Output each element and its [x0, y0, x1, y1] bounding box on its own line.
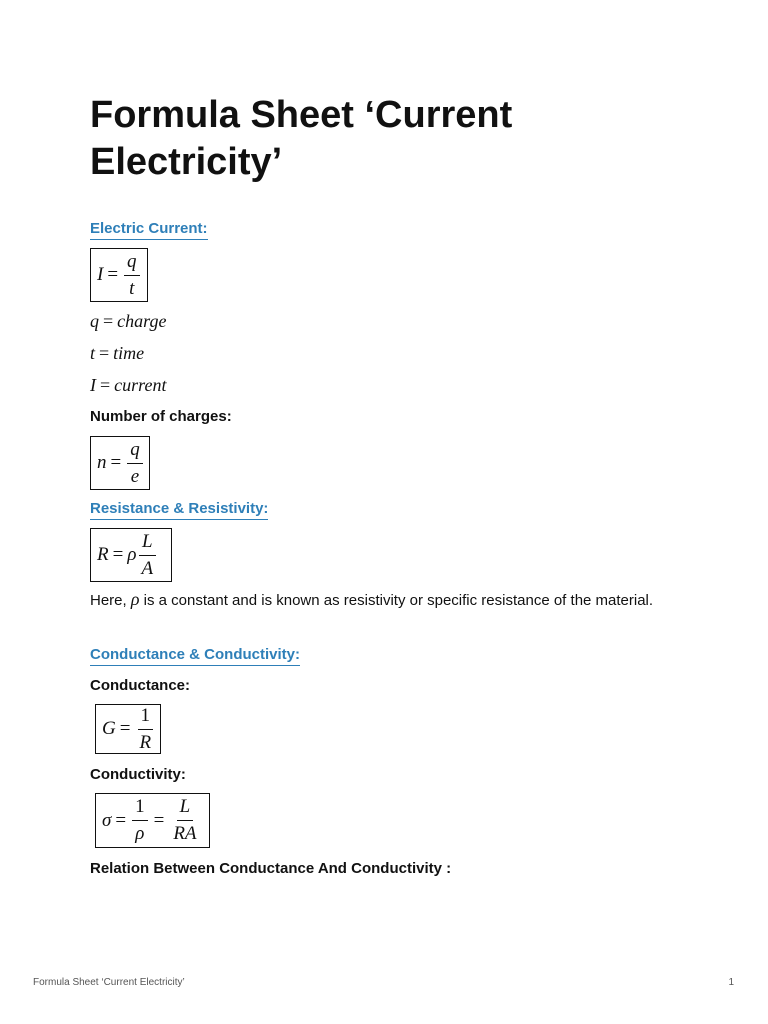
formula-lhs: n [97, 452, 107, 473]
conductivity-subheading: Conductivity: [90, 766, 186, 783]
formula-lhs: R [97, 544, 109, 565]
fraction-numerator: q [124, 251, 140, 276]
definition-symbol: t [90, 343, 96, 363]
fraction [136, 705, 154, 754]
definition-symbol: q [90, 311, 99, 331]
fraction [127, 439, 143, 488]
current-formula-box [90, 248, 148, 302]
fraction-numerator: L [139, 531, 156, 556]
formula-lhs: G [102, 718, 116, 739]
definition-text: current [114, 375, 167, 395]
formula-equals: = [112, 544, 124, 565]
definition-equals: = [103, 311, 114, 331]
fraction-denominator: e [130, 465, 140, 487]
resistance-formula-box [90, 528, 172, 582]
rho-symbol: ρ [130, 589, 140, 609]
fraction-denominator: ρ [135, 823, 145, 844]
fraction [124, 251, 140, 300]
fraction-denominator: R [139, 731, 152, 753]
fraction [170, 796, 199, 845]
definition-current [90, 374, 166, 396]
fraction [138, 531, 156, 580]
formula-equals: = [153, 809, 165, 831]
page-title: Formula Sheet ‘Current Electricity’ [90, 94, 513, 183]
fraction-numerator: L [177, 796, 194, 821]
definition-charge [90, 310, 166, 332]
definition-symbol: I [90, 375, 96, 395]
number-of-charges-heading: Number of charges: [90, 408, 232, 425]
resistivity-note [90, 587, 670, 613]
formula-equals: = [115, 809, 127, 831]
fraction-denominator: RA [173, 823, 197, 844]
formula-equals: = [107, 264, 119, 285]
electric-current-heading-link[interactable]: Electric Current: [90, 220, 208, 240]
conductance-subheading: Conductance: [90, 677, 191, 694]
fraction-denominator: t [129, 277, 135, 299]
rho-symbol: ρ [127, 544, 137, 565]
relation-heading: Relation Between Conductance And Conductivity : [90, 860, 452, 877]
conductance-conductivity-heading-link[interactable]: Conductance & Conductivity: [90, 646, 300, 666]
charges-formula-box [90, 436, 150, 490]
fraction-denominator: A [141, 557, 154, 579]
definition-text: time [113, 343, 145, 363]
formula-lhs: σ [102, 809, 112, 831]
conductance-formula-box [95, 704, 161, 754]
fraction [132, 796, 148, 845]
definition-text: charge [117, 311, 167, 331]
formula-equals: = [110, 452, 122, 473]
definition-time [90, 342, 144, 364]
definition-equals: = [100, 375, 111, 395]
formula-lhs: I [97, 264, 104, 285]
fraction-numerator: 1 [138, 705, 154, 730]
page-number: 1 [728, 977, 734, 988]
footer-title: Formula Sheet ‘Current Electricity’ [33, 977, 185, 988]
formula-equals: = [119, 718, 131, 739]
note-prefix: Here, [90, 592, 127, 609]
definition-equals: = [99, 343, 110, 363]
resistance-resistivity-heading-link[interactable]: Resistance & Resistivity: [90, 500, 268, 520]
conductivity-formula-box [95, 793, 210, 848]
fraction-numerator: q [127, 439, 143, 464]
fraction-numerator: 1 [132, 796, 148, 821]
note-text: is a constant and is known as resistivity or specific resistance of the material. [143, 592, 654, 609]
